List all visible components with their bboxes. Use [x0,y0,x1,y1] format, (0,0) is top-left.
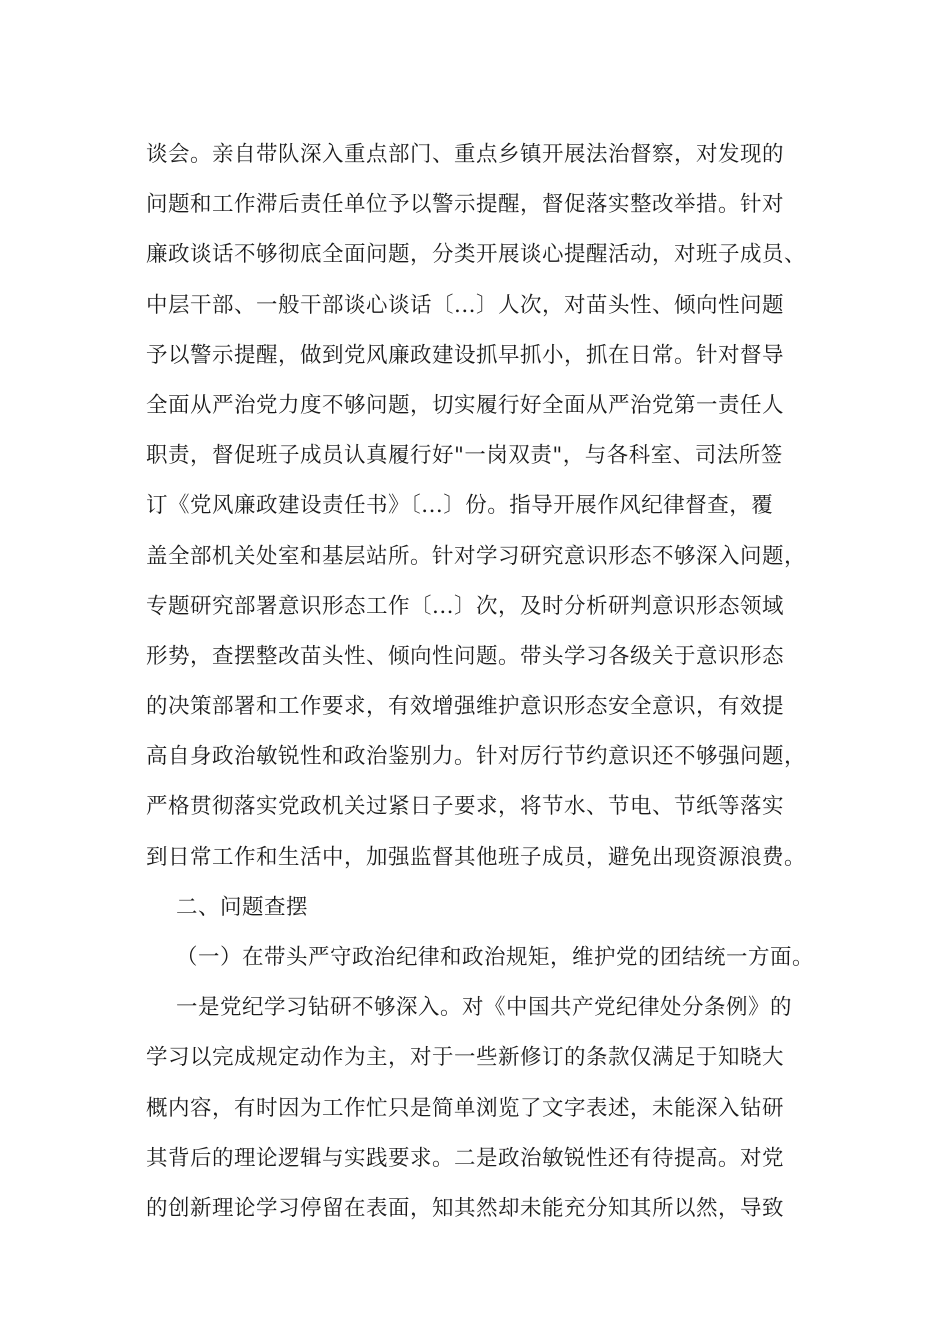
text-line: 廉政谈话不够彻底全面问题，分类开展谈心提醒活动，对班子成员、 [146,242,807,268]
text-line: 严格贯彻落实党政机关过紧日子要求，将节水、节电、节纸等落实 [146,794,785,820]
text-line: 订《党风廉政建设责任书》〔...〕份。指导开展作风纪律督查，覆 [146,493,774,519]
text-line: 高自身政治敏锐性和政治鉴别力。针对厉行节约意识还不够强问题， [146,744,807,770]
text-line: 形势，查摆整改苗头性、倾向性问题。带头学习各级关于意识形态 [146,643,785,669]
text-line: 中层干部、一般干部谈心谈话〔...〕人次，对苗头性、倾向性问题 [146,292,785,318]
text-line: 概内容，有时因为工作忙只是简单浏览了文字表述，未能深入钻研 [146,1095,785,1121]
text-line: 一是党纪学习钻研不够深入。对《中国共产党纪律处分条例》的 [176,995,793,1021]
text-line: 的创新理论学习停留在表面，知其然却未能充分知其所以然，导致 [146,1195,785,1221]
text-line: 问题和工作滞后责任单位予以警示提醒，督促落实整改举措。针对 [146,192,785,218]
text-line: 到日常工作和生活中，加强监督其他班子成员，避免出现资源浪费。 [146,844,807,870]
text-line: 的决策部署和工作要求，有效增强维护意识形态安全意识，有效提 [146,694,785,720]
text-line: 谈会。亲自带队深入重点部门、重点乡镇开展法治督察，对发现的 [146,142,785,167]
text-line: 盖全部机关处室和基层站所。针对学习研究意识形态不够深入问题， [146,543,807,569]
text-line: 职责，督促班子成员认真履行好"一岗双责"，与各科室、司法所签 [146,443,783,469]
text-line: 予以警示提醒，做到党风廉政建设抓早抓小，抓在日常。针对督导 [146,342,785,368]
text-line: 学习以完成规定动作为主，对于一些新修订的条款仅满足于知晓大 [146,1045,785,1071]
subsection-heading: （一）在带头严守政治纪律和政治规矩，维护党的团结统一方面。 [176,945,815,970]
text-line: 其背后的理论逻辑与实践要求。二是政治敏锐性还有待提高。对党 [146,1145,785,1171]
section-heading: 二、问题查摆 [176,894,309,920]
body-text [146,130,826,1234]
text-line: 全面从严治党力度不够问题，切实履行好全面从严治党第一责任人 [146,392,785,418]
text-line: 专题研究部署意识形态工作〔...〕次，及时分析研判意识形态领域 [146,593,785,619]
